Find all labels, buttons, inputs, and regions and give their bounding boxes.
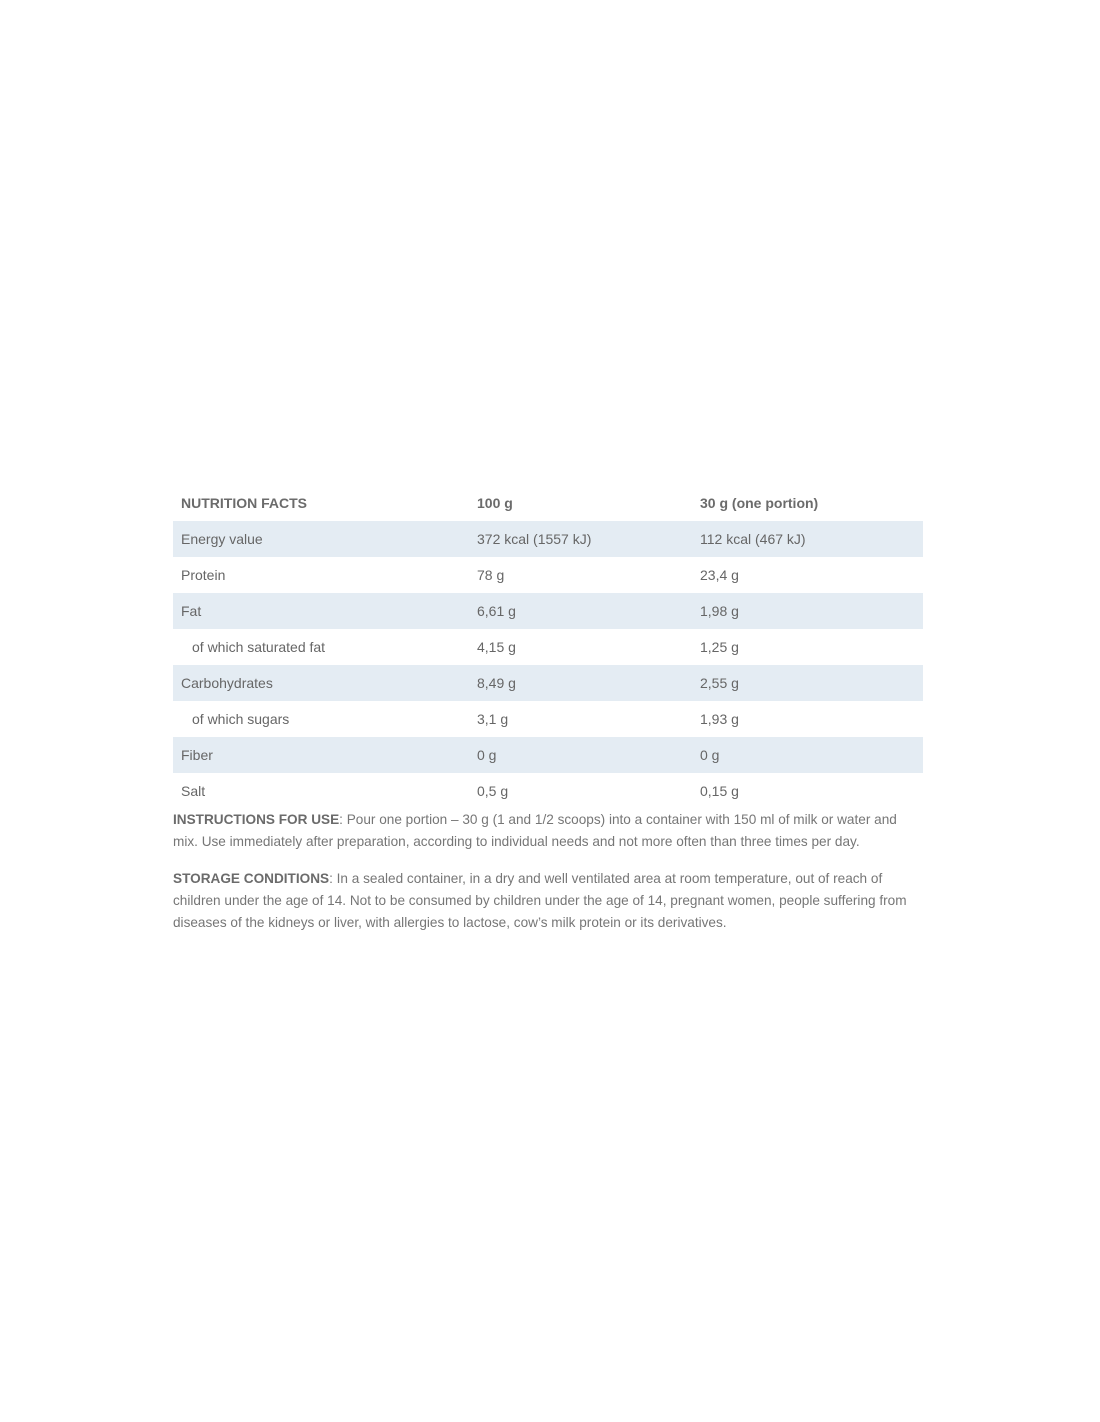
instructions-label: INSTRUCTIONS FOR USE xyxy=(173,812,340,827)
table-row xyxy=(173,773,923,809)
table-row xyxy=(173,557,923,593)
row-value-per-portion: 0 g xyxy=(692,737,923,773)
table-row xyxy=(173,521,923,557)
product-info xyxy=(173,485,923,934)
table-header-row xyxy=(173,485,923,521)
row-value-per-100g: 0,5 g xyxy=(477,783,509,799)
row-value-per-100g: 4,15 g xyxy=(477,639,516,655)
row-label: Salt xyxy=(181,783,206,799)
table-row xyxy=(173,629,923,665)
row-value-per-portion: 2,55 g xyxy=(692,665,923,701)
row-value-per-portion: 1,25 g xyxy=(700,639,739,655)
row-value-per-portion: 0,15 g xyxy=(700,783,739,799)
table-row xyxy=(173,593,923,629)
storage-label: STORAGE CONDITIONS xyxy=(173,871,330,886)
table-row xyxy=(173,737,923,773)
row-label: Energy value xyxy=(173,521,469,557)
header-per-100g: 100 g xyxy=(477,495,513,511)
row-value-per-portion: 1,93 g xyxy=(700,711,739,727)
row-value-per-portion: 23,4 g xyxy=(700,567,739,583)
row-value-per-100g: 372 kcal (1557 kJ) xyxy=(469,521,692,557)
instructions-text: : Pour one portion – 30 g (1 and 1/2 scoops) into a container with 150 ml of milk or water and mix. Use immediately after preparation, according to individual needs and not more often than three times per day. xyxy=(173,812,897,849)
row-label: Carbohydrates xyxy=(173,665,469,701)
row-value-per-100g: 6,61 g xyxy=(469,593,692,629)
row-value-per-portion: 1,98 g xyxy=(692,593,923,629)
table-row xyxy=(173,701,923,737)
row-label: Protein xyxy=(181,567,226,583)
row-label: of which sugars xyxy=(192,711,290,727)
header-nutrition-facts: NUTRITION FACTS xyxy=(181,495,307,511)
storage-text: : In a sealed container, in a dry and well ventilated area at room temperature, out of reach of children under the age of 14. Not to be consumed by children under the age of 14, pregnant women, people suffering from diseases of the kidneys or liver, with allergies to lactose, cow’s milk protein or its derivatives. xyxy=(173,871,907,930)
row-value-per-portion: 112 kcal (467 kJ) xyxy=(692,521,923,557)
instructions-paragraph xyxy=(173,809,923,853)
row-value-per-100g: 3,1 g xyxy=(477,711,509,727)
header-per-portion: 30 g (one portion) xyxy=(700,495,819,511)
table-row xyxy=(173,665,923,701)
row-label: of which saturated fat xyxy=(192,639,326,655)
row-value-per-100g: 78 g xyxy=(477,567,505,583)
row-value-per-100g: 8,49 g xyxy=(469,665,692,701)
row-value-per-100g: 0 g xyxy=(469,737,692,773)
row-label: Fiber xyxy=(173,737,469,773)
nutrition-table xyxy=(173,485,923,809)
row-label: Fat xyxy=(173,593,469,629)
storage-paragraph xyxy=(173,868,923,934)
